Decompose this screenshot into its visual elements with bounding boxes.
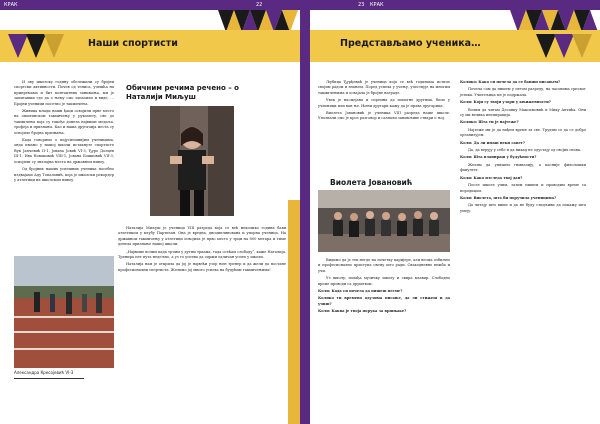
interview-answer: Најтеже ми је да нађем време за све. Трудим се да се добро организујем. — [460, 127, 586, 138]
paragraph: Увек је насмејана и спремна да помогне другима, било у учионици или ван ње. Њени другари кажу да је права другарица. — [318, 98, 450, 108]
decor-triangle — [536, 34, 556, 58]
track-photo-graphic — [14, 256, 114, 368]
decor-triangle — [572, 34, 592, 58]
interview-question: Коли: Који су твоји узори у књижевности? — [460, 100, 551, 105]
paragraph: Љубица Ђурђевић је ученица која се већ годинама истиче својим радом и знањем. Поред успеха у учењу, учествује на многим такмичењима и освајала је бројне награде. — [318, 80, 450, 95]
decor-triangle — [8, 34, 28, 58]
portrait-photo — [150, 106, 234, 216]
interview-question: Коли: Да ли имаш неки савет? — [460, 140, 525, 145]
portrait-graphic — [150, 106, 234, 216]
right-page — [300, 0, 600, 424]
paragraph: Када говоримо о најуспешнијим ученицима, онда имамо у нашој школи истакнуте спортисте Вук Јанчевић II-1, Јована Јовић VI-3, Ђуро Долцев III-1, Ива Новаковић VIII-1, Јована Бошковић VII-3, освојили су значајна места на државном нивоу. — [14, 138, 114, 164]
top-bar — [300, 0, 600, 10]
interview-answer: Желим да упишем гимназију, а касније филолошки факултет. — [460, 162, 586, 173]
paragraph: Наталија Миљуш је ученица VIII разреда која се већ неколико година бави атлетиком у клубу Партизан. Она је вредна, дисциплинована и упорна ученица. На државном такмичењу у атлетици освојила је прво место у трци на 800 метара и тиме донела признање нашој школи. — [118, 226, 286, 247]
section-title: Представљамо ученика… — [340, 38, 481, 49]
article-column-2 — [118, 226, 286, 275]
group-photo-graphic — [318, 190, 450, 252]
interview-question: Коли: Како изгледа твој дан? — [460, 175, 523, 180]
issue-label: КРАК — [370, 2, 384, 8]
side-strip — [288, 200, 300, 424]
paragraph: „Највише волим када трчим у дугим тркама, тада осећам слободу“, каже Наталија. Тренира пет пута недељно, а уз то успева да одржи одличан успех у школи. — [118, 249, 286, 260]
interview-question: Коли: Када си почела да пишеш песме? — [318, 289, 403, 294]
paragraph: Од бројних наших успешних ученика посебно издвајамо Аду Топаловић, која је школски рекордер у атлетици на школском нивоу. — [14, 167, 114, 182]
left-strip — [300, 10, 310, 424]
top-bar — [0, 0, 300, 10]
interview-col1-bottom — [318, 258, 450, 317]
interview-question: Коли: Каква је твоја порука за вршњаке? — [318, 309, 407, 314]
interview-question: Колико ти времена одузима писање, да ли стижеш и да учиш? — [318, 296, 450, 306]
paragraph: Видимо да је тек негде на почетку каријере, али веома озбиљно и професионално приступа свему што ради. Свакодневно вежба и учи. — [318, 258, 450, 273]
paragraph: И ову школску годину обележили су бројни спортски активности. Почев од тениса, учешћа на припремама и бит контактних занимања, ми је запитавши где да о њему смо запазили и виде, … Бројни ученици посетио је такмичења. — [14, 80, 114, 106]
interview-answer: После школе учим, затим пишем и проводим време са породицом. — [460, 183, 586, 193]
decor-triangle — [44, 34, 64, 58]
photo-caption: Александра Кресојевић VI-3 — [14, 370, 74, 375]
interview-answer: Да читају што више и да не буду стидљиви да покажу шта умеју. — [460, 203, 586, 213]
interview-answer: Почела сам да пишем у петом разреду, на часовима српског језика. Учитељица ме је подржала. — [460, 87, 586, 97]
page-number: 23 — [358, 2, 365, 8]
decor-triangle — [554, 34, 574, 58]
interview-answer: Да, да верују у себе и да никад не одустају од својих снова. — [468, 148, 582, 153]
interview-question: Коли: Виолета, шта би поручила ученицима? — [460, 195, 557, 200]
issue-label: КРАК — [4, 2, 18, 8]
paragraph: Виолета Јовановић је ученица VIII разреда наше школе. Упознали смо је кроз разговор и сазнали занимљиве ствари о њој. — [318, 111, 450, 121]
section-title: Наши спортисти — [88, 38, 178, 49]
article-heading: Обичним речима речено – о Наталији Миљуш — [126, 84, 239, 101]
group-photo — [318, 190, 450, 252]
interview-answer: Волим да читам Десанку Максимовић и Мику Антића. Они су ми велика инспирација. — [460, 107, 586, 118]
track-photo — [14, 256, 114, 368]
interview-question: Колико: Шта ти је најтеже? — [460, 120, 519, 125]
interview-intro — [318, 80, 450, 124]
decor-triangle — [282, 10, 298, 32]
page-number: 22 — [256, 2, 263, 8]
interview-col2 — [460, 80, 586, 216]
decor-triangle — [26, 34, 46, 58]
paragraph: Наталија нам је открила да јој је највећи узор њен тренер и да жели да постане професионални спортиста. Желимо јој много успеха на будућим такмичењима! — [118, 262, 286, 272]
decor-triangle — [582, 10, 598, 32]
interview-question: Коли: Шта планираш у будућности? — [460, 155, 537, 160]
caption-rule — [14, 378, 84, 379]
interview-question: Колико: Како си почела да се бавиш писањем? — [460, 80, 561, 84]
paragraph: Уз школу, похађа музичку школу и свира клавир. Слободно време проводи са друштвом. — [318, 276, 450, 286]
paragraph: Живица млади наши ђаци освојили прве место на општинском такмичењу у рукомету, све до такмичења која су такође донела највише медаља, трофеја и признања. Као и наша другачија места су освојиле бројна признања. — [14, 109, 114, 135]
article-column-1 — [14, 80, 114, 185]
interview-heading: Виолета Јовановић — [330, 178, 413, 187]
